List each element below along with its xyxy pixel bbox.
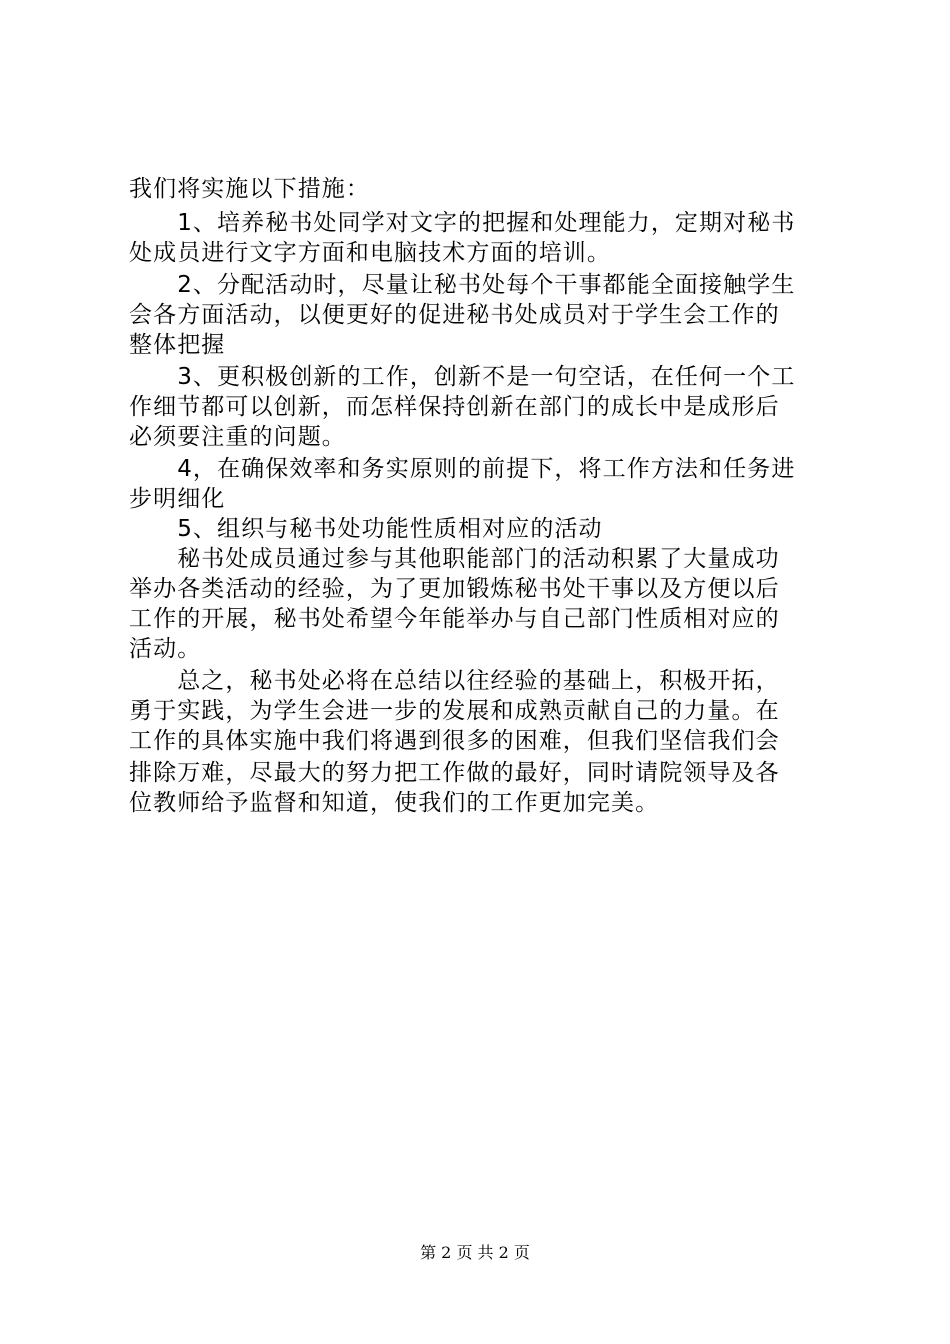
body-text-line: 处成员进行文字方面和电脑技术方面的培训。 (129, 240, 611, 266)
body-text-line: 勇于实践，为学生会进一步的发展和成熟贡献自己的力量。在 (129, 698, 780, 724)
body-text-line: 举办各类活动的经验，为了更加锻炼秘书处干事以及方便以后 (129, 576, 780, 602)
body-text-line: 排除万难，尽最大的努力把工作做的最好，同时请院领导及各 (129, 760, 780, 786)
body-text-line: 活动。 (129, 636, 202, 662)
body-text-line: 5、组织与秘书处功能性质相对应的活动 (129, 516, 603, 542)
body-text-line: 我们将实施以下措施： (129, 176, 370, 202)
body-text-line: 工作的开展，秘书处希望今年能举办与自己部门性质相对应的 (129, 606, 780, 632)
body-text-line: 1、培养秘书处同学对文字的把握和处理能力，定期对秘书 (129, 210, 796, 236)
body-text-line: 整体把握 (129, 332, 226, 358)
body-text-line: 步明细化 (129, 486, 226, 512)
body-text-line: 3、更积极创新的工作，创新不是一句空话，在任何一个工 (129, 364, 796, 390)
body-text-line: 位教师给予监督和知道，使我们的工作更加完美。 (129, 790, 660, 816)
page-number-footer: 第 2 页 共 2 页 (420, 1243, 530, 1262)
body-text-line: 总之，秘书处必将在总结以往经验的基础上，积极开拓， (129, 668, 780, 694)
body-text-line: 4，在确保效率和务实原则的前提下，将工作方法和任务进 (129, 456, 796, 482)
body-text-line: 会各方面活动，以便更好的促进秘书处成员对于学生会工作的 (129, 302, 780, 328)
body-text-line: 工作的具体实施中我们将遇到很多的困难，但我们坚信我们会 (129, 728, 780, 754)
body-text-line: 作细节都可以创新，而怎样保持创新在部门的成长中是成形后 (129, 394, 780, 420)
body-text-line: 2、分配活动时，尽量让秘书处每个干事都能全面接触学生 (129, 272, 796, 298)
body-text-line: 秘书处成员通过参与其他职能部门的活动积累了大量成功 (129, 546, 780, 572)
body-text-line: 必须要注重的问题。 (129, 424, 346, 450)
